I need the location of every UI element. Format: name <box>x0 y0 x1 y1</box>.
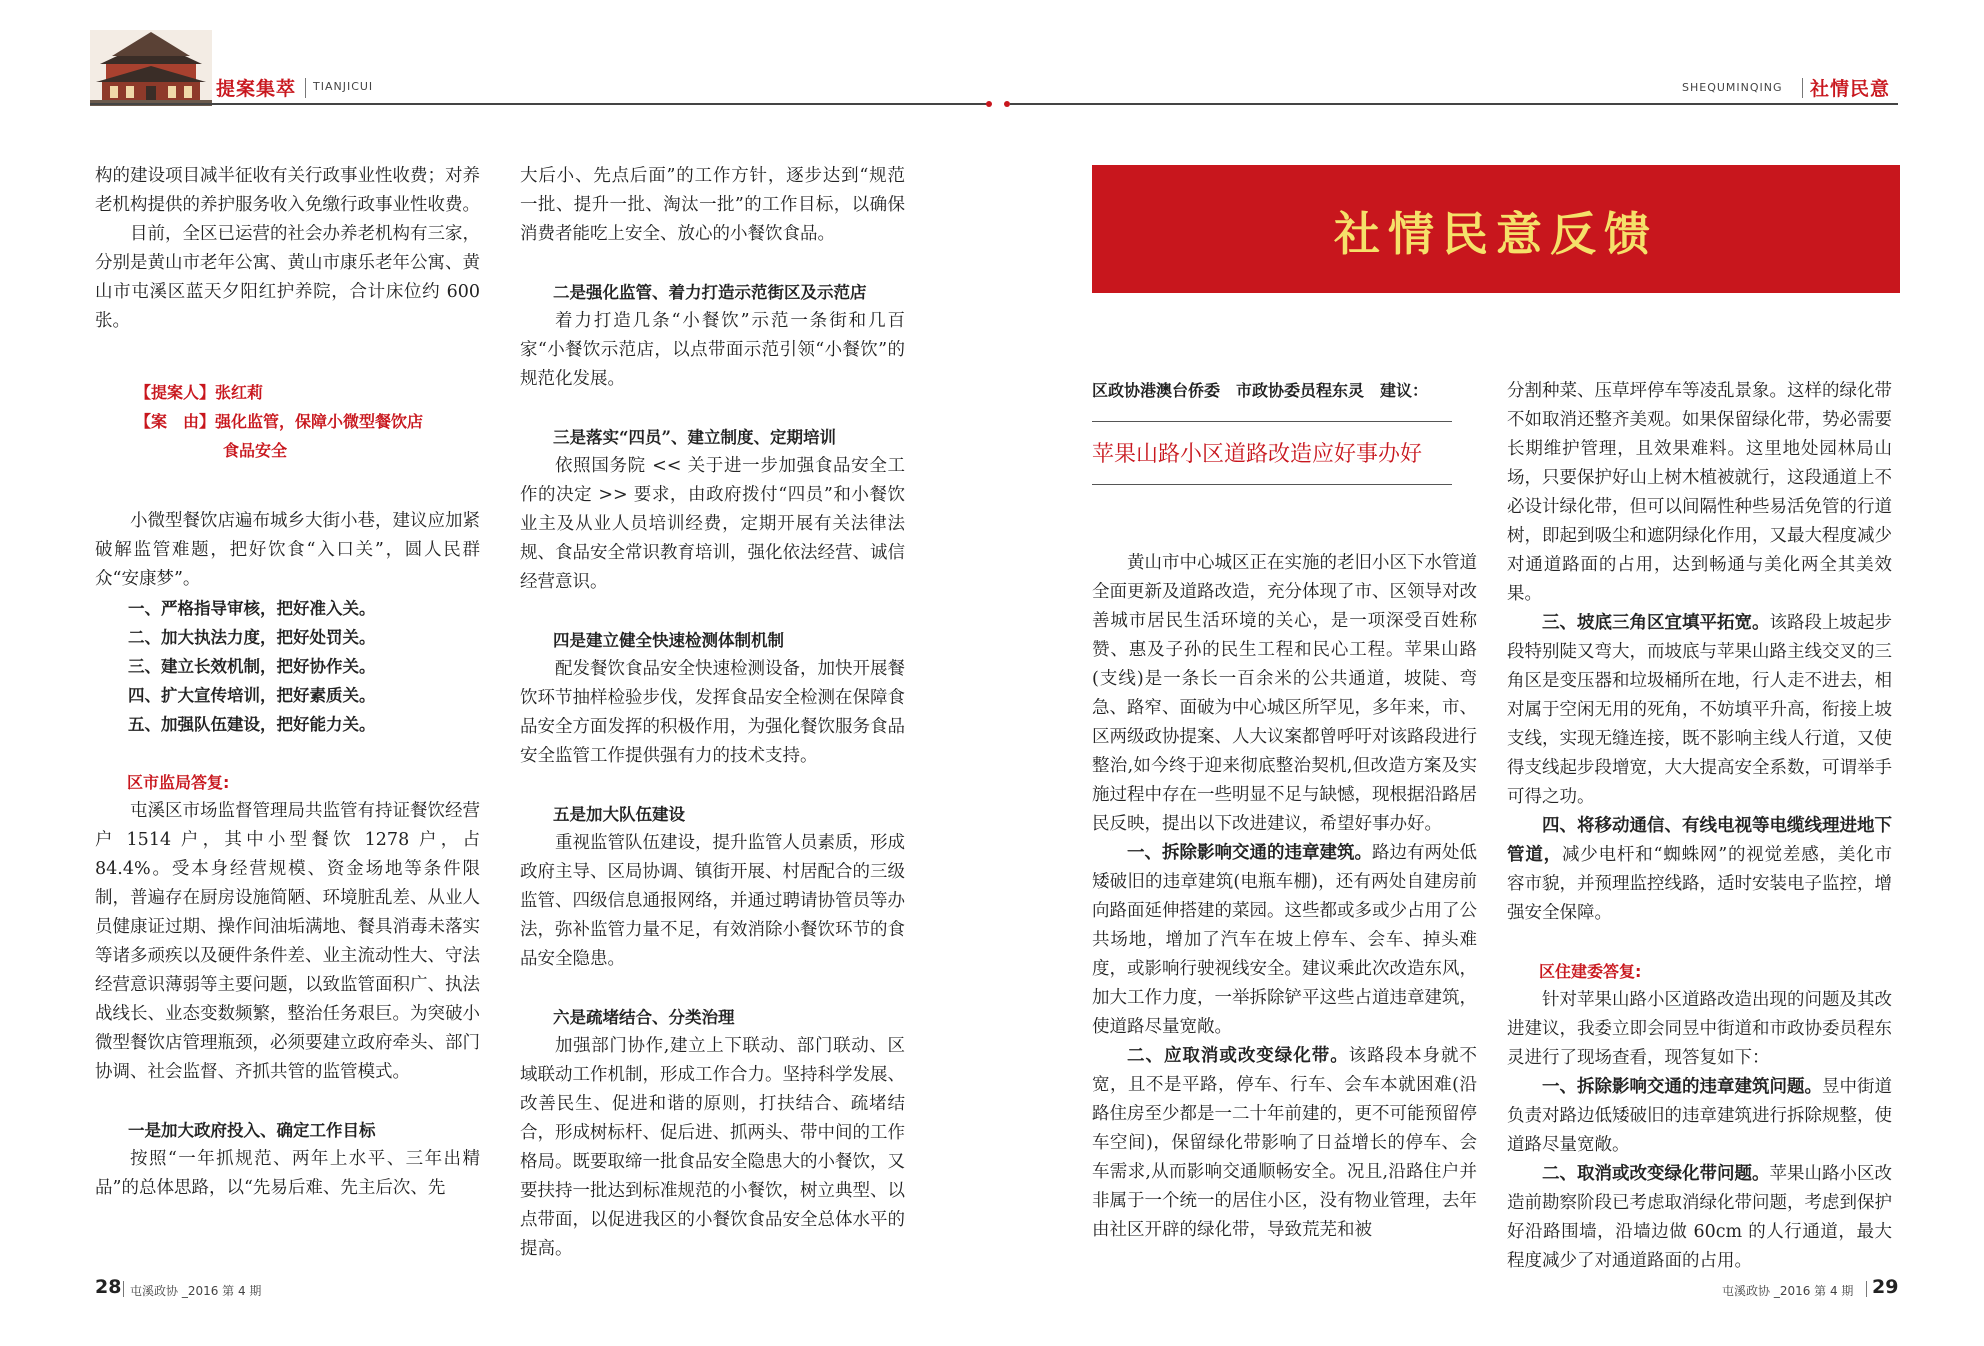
header-right-pinyin: SHEQUMINQING <box>1682 81 1783 94</box>
col4-reply-1-title: 一、拆除影响交通的违章建筑问题。 <box>1542 1077 1822 1097</box>
col4-reply-title: 区住建委答复: <box>1539 962 1642 981</box>
case-text-1: 强化监管，保障小微型餐饮店 <box>215 412 424 431</box>
headline-bottom-rule <box>1092 484 1452 485</box>
list-item: 三、建立长效机制，把好协作关。 <box>128 657 376 676</box>
col1-reply-title: 区市监局答复: <box>127 773 230 792</box>
column-1 <box>95 162 480 1203</box>
col4-section-3 <box>1507 609 1892 812</box>
col2-section-3-paragraph: 依照国务院 << 关于进一步加强食品安全工作的决定 >> 要求，由政府拨付“四员”和小餐饮业主及从业人员培训经费，定期开展有关法律法规、食品安全常识教育培训，强化依法经营、诚信经营意识。 <box>520 456 905 592</box>
header-right-rule-dot <box>1004 101 1010 107</box>
header-left-pinyin: TIANJICUI <box>313 80 374 93</box>
footer-right-page-number: 29 <box>1872 1276 1899 1298</box>
col3-section-1-text: 路边有两处低矮破旧的违章建筑(电瓶车棚)，还有两处自建房前向路面延伸搭建的菜园。这些都或多或少占用了公共场地，增加了汽车在坡上停车、会车、掉头难度，或影响行驶视线安全。建议乘此次改造东风，加大工作力度，一举拆除铲平这些占道违章建筑，使道路尽量宽敞。 <box>1092 843 1477 1037</box>
col2-paragraph-0: 大后小、先点后面”的工作方针，逐步达到“规范一批、提升一批、淘汰一批”的工作目标，以确保消费者能吃上安全、放心的小餐饮食品。 <box>520 166 905 244</box>
list-item: 一、严格指导审核，把好准入关。 <box>128 599 376 618</box>
col2-section-6-paragraph: 加强部门协作,建立上下联动、部门联动、区域联动工作机制，形成工作合力。坚持科学发展、改善民生、促进和谐的原则，打扶结合、疏堵结合，形成树标杆、促后进、抓两头、带中间的工作格局。既要取缔一批食品安全隐患大的小餐饮，又要扶持一批达到标准规范的小餐饮，树立典型、以点带面，以促进我区的小餐饮食品安全总体水平的提高。 <box>520 1036 905 1259</box>
col3-section-2-text: 该路段本身就不宽，且不是平路，停车、行车、会车本就困难(沿路住房至少都是一二十年前建的，更不可能预留停车空间)，保留绿化带影响了日益增长的停车、会车需求,从而影响交通顺畅安全。况且,沿路住户并非属于一个统一的居住小区，没有物业管理，去年由社区开辟的绿化带，导致荒芜和被 <box>1092 1046 1478 1240</box>
col1-section-1-title: 一是加大政府投入、确定工作目标 <box>128 1121 376 1140</box>
feature-banner-title: 社情民意反馈 <box>1334 207 1658 261</box>
col4-section-3-title: 三、坡底三角区宜填平拓宽。 <box>1542 613 1770 633</box>
col4-reply-paragraph: 针对苹果山路小区道路改造出现的问题及其改进建议，我委立即会同昱中街道和市政协委员程东灵进行了现场查看，现答复如下： <box>1507 990 1892 1068</box>
list-item: 五、加强队伍建设，把好能力关。 <box>128 715 376 734</box>
col4-reply-2-title: 二、取消或改变绿化带问题。 <box>1542 1164 1770 1184</box>
col2-section-5-title: 五是加大队伍建设 <box>553 805 685 824</box>
header-left-title: 提案集萃 <box>216 78 297 100</box>
case-label: 【案 由】 <box>135 412 216 431</box>
col4-reply-2 <box>1507 1160 1892 1276</box>
footer-right-text: 屯溪政协 _2016 第 4 期 <box>1722 1284 1854 1298</box>
col4-section-4 <box>1507 812 1892 928</box>
column-4 <box>1507 377 1892 1276</box>
col4-reply-1 <box>1507 1073 1892 1160</box>
header-building-illustration <box>90 30 212 106</box>
list-item: 二、加大执法力度，把好处罚关。 <box>128 628 376 647</box>
proposer-line: 【提案人】张红莉 <box>135 383 264 402</box>
col2-section-4-paragraph: 配发餐饮食品安全快速检测设备，加快开展餐饮环节抽样检验步伐，发挥食品安全检测在保障食品安全方面发挥的积极作用，为强化餐饮服务食品安全监管工作提供强有力的技术支持。 <box>520 659 905 766</box>
col4-paragraph-0: 分割种菜、压草坪停车等凌乱景象。这样的绿化带不如取消还整齐美观。如果保留绿化带，势必需要长期维护管理，且效果难料。这里地处园林局山场，只要保护好山上树木植被就行，这段通道上不必设计绿化带，但可以间隔性种些易活免管的行道树，即起到吸尘和遮阴绿化作用，又最大程度减少对通道路面的占用，达到畅通与美化两全其美效果。 <box>1507 381 1892 604</box>
column-2 <box>520 162 905 1264</box>
col1-reply-paragraph: 屯溪区市场监督管理局共监管有持证餐饮经营户 1514 户，其中小型餐饮 1278 户，占 84.4%。受本身经营规模、资金场地等条件限制，普遍存在厨房设施简陋、环境脏乱差、从业人员健康证过期、操作间油垢满地、餐具消毒未落实等诸多顽疾以及硬件条件差、业主流动性大、守法经营意识薄弱等主要问题，以致监管面积广、执法战线长、业态变数频繁，整治任务艰巨。为突破小微型餐饮店管理瓶颈，必须要建立政府牵头、部门协调、社会监督、齐抓共管的监管模式。 <box>95 801 480 1082</box>
col4-reply-2-text: 苹果山路小区改造前勘察阶段已考虑取消绿化带问题，考虑到保护好沿路围墙，沿墙边做 60cm 的人行通道，最大程度减少了对通道路面的占用。 <box>1507 1164 1892 1271</box>
col3-section-2-title: 二、应取消或改变绿化带。 <box>1127 1046 1349 1066</box>
col3-paragraph-1: 黄山市中心城区正在实施的老旧小区下水管道全面更新及道路改造，充分体现了市、区领导对改善城市居民生活环境的关心，是一项深受百姓称赞、惠及子孙的民生工程和民心工程。苹果山路(支线)是一条长一百余米的公共通道，坡陡、弯急、路窄、面破为中心城区所罕见，多年来，市、区两级政协提案、人大议案都曾呼吁对该路段进行整治,如今终于迎来彻底整治契机,但改造方案及实施过程中存在一些明显不足与缺憾，现根据沿路居民反映，提出以下改进建议，希望好事办好。 <box>1092 553 1477 834</box>
header-left-rule-dot <box>986 101 992 107</box>
case-line <box>95 407 480 436</box>
col4-section-4-text: 减少电杆和“蜘蛛网”的视觉差感，美化市容市貌，并预理监控线路，适时安装电子监控，增强安全保障。 <box>1507 845 1892 923</box>
col1-section-1-paragraph: 按照“一年抓规范、两年上水平、三年出精品”的总体思路，以“先易后难、先主后次、先 <box>95 1149 480 1198</box>
footer-left-page-number: 28 <box>95 1276 122 1298</box>
col1-paragraph-3: 小微型餐饮店遍布城乡大街小巷，建议应加紧破解监管难题，把好饮食“入口关”，圆人民群众“安康梦”。 <box>95 511 480 589</box>
col3-section-1 <box>1092 839 1477 1042</box>
col2-section-2-paragraph: 着力打造几条“小餐饮”示范一条街和几百家“小餐饮示范店，以点带面示范引领“小餐饮”的规范化发展。 <box>520 311 905 389</box>
col2-section-5-paragraph: 重视监管队伍建设，提升监管人员素质，形成政府主导、区局协调、镇街开展、村居配合的三级监管、四级信息通报网络，并通过聘请协管员等办法，弥补监管力量不足，有效消除小餐饮环节的食品安全隐患。 <box>520 833 905 969</box>
col1-paragraph-1: 构的建设项目减半征收有关行政事业性收费；对养老机构提供的养护服务收入免缴行政事业性收费。 <box>95 166 480 215</box>
col4-section-4-title: 四、将移动通信、有线电视等电缆线理进地下管道， <box>1507 816 1892 865</box>
header-right-divider <box>1802 78 1803 98</box>
col3-section-1-title: 一、拆除影响交通的违章建筑。 <box>1127 843 1372 863</box>
col2-section-2-title: 二是强化监管、着力打造示范街区及示范店 <box>553 283 867 302</box>
case-line-2: 食品安全 <box>223 441 288 460</box>
byline: 区政协港澳台侨委 市政协委员程东灵 建议： <box>1092 381 1429 400</box>
footer-left-text: 屯溪政协 _2016 第 4 期 <box>130 1284 262 1298</box>
col2-section-4-title: 四是建立健全快速检测体制机制 <box>553 631 784 650</box>
list-item: 四、扩大宣传培训，把好素质关。 <box>128 686 376 705</box>
col3-section-2 <box>1092 1042 1477 1245</box>
header-right-rule <box>1010 103 1898 105</box>
footer-right-divider <box>1866 1281 1867 1297</box>
col4-reply-1-text: 昱中街道负责对路边低矮破旧的违章建筑进行拆除规整，使道路尽量宽敞。 <box>1507 1077 1892 1155</box>
col4-section-3-text: 该路段上坡起步段特别陡又弯大，而坡底与苹果山路主线交叉的三角区是变压器和垃圾桶所在地，行人走不进去，相对属于空闲无用的死角，不妨填平升高，衔接上坡支线，实现无缝连接，既不影响主线人行道，又使得支线起步段增宽，大大提高安全系数，可谓举手可得之功。 <box>1507 613 1892 807</box>
header-right-title: 社情民意 <box>1810 78 1891 100</box>
header-left-rule <box>90 103 990 105</box>
headline: 苹果山路小区道路改造应好事办好 <box>1092 442 1423 467</box>
col2-section-6-title: 六是疏堵结合、分类治理 <box>553 1008 735 1027</box>
col2-section-3-title: 三是落实“四员”、建立制度、定期培训 <box>553 428 836 447</box>
headline-top-rule <box>1092 421 1452 422</box>
footer-left-divider <box>123 1281 124 1297</box>
header-left-divider <box>305 78 306 98</box>
column-3 <box>1092 549 1477 1245</box>
col1-paragraph-2: 目前，全区已运营的社会办养老机构有三家，分别是黄山市老年公寓、黄山市康乐老年公寓、黄山市屯溪区蓝天夕阳红护养院，合计床位约 600 张。 <box>95 224 480 331</box>
